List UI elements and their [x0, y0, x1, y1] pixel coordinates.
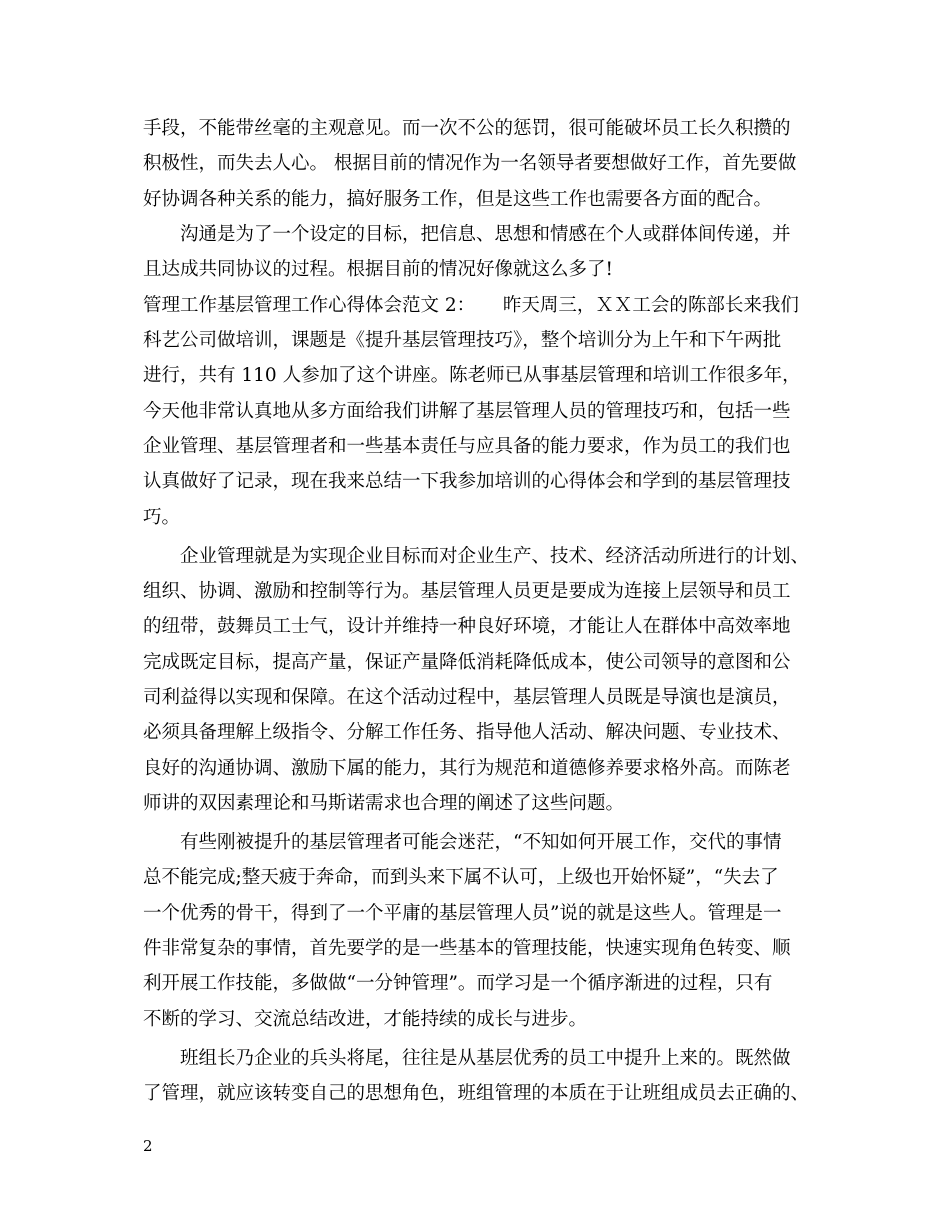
text-line: 必须具备理解上级指令、分解工作任务、指导他人活动、解决问题、专业技术、	[143, 722, 791, 743]
text-line: 的纽带，鼓舞员工士气，设计并维持一种良好环境，才能让人在群体中高效率地	[143, 616, 791, 637]
text-line: 好协调各种关系的能力，搞好服务工作，但是这些工作也需要各方面的配合。	[143, 189, 773, 210]
text-line: 进行，共有 110 人参加了这个讲座。陈老师已从事基层管理和培训工作很多年，	[143, 365, 801, 386]
text-line: 不断的学习、交流总结改进，才能持续的成长与进步。	[143, 1009, 588, 1030]
text-line: 司利益得以实现和保障。在这个活动过程中，基层管理人员既是导演也是演员，	[143, 687, 791, 708]
text-line: 有些刚被提升的基层管理者可能会迷茫，“不知如何开展工作，交代的事情	[143, 832, 782, 853]
text-line: 今天他非常认真地从多方面给我们讲解了基层管理人员的管理技巧和，包括一些	[143, 401, 791, 422]
text-line: 良好的沟通协调、激励下属的能力，其行为规范和道德修养要求格外高。而陈老	[143, 758, 791, 779]
page-number: 2	[143, 1137, 153, 1155]
text-line: 企业管理、基层管理者和一些基本责任与应具备的能力要求，作为员工的我们也	[143, 436, 791, 457]
text-line: 完成既定目标，提高产量，保证产量降低消耗降低成本，使公司领导的意图和公	[143, 652, 791, 673]
text-line: 师讲的双因素理论和马斯诺需求也合理的阐述了这些问题。	[143, 793, 625, 814]
text-line: 认真做好了记录，现在我来总结一下我参加培训的心得体会和学到的基层管理技	[143, 471, 791, 492]
text-line: 一个优秀的骨干，得到了一个平庸的基层管理人员”说的就是这些人。管理是一	[143, 903, 782, 924]
text-line: 利开展工作技能，多做做“一分钟管理”。而学习是一个循序渐进的过程，只有	[143, 973, 773, 994]
text-line: 组织、协调、激励和控制等行为。基层管理人员更是要成为连接上层领导和员工	[143, 581, 791, 602]
text-line: 班组长乃企业的兵头将尾，往往是从基层优秀的员工中提升上来的。既然做	[143, 1048, 791, 1069]
section-heading-line: 管理工作基层管理工作心得体会范文 2： 昨天周三，ＸＸ工会的陈部长来我们	[143, 295, 799, 316]
text-line: 科艺公司做培训，课题是《提升基层管理技巧》，整个培训分为上午和下午两批	[143, 330, 782, 351]
text-line: 沟通是为了一个设定的目标，把信息、思想和情感在个人或群体间传递，并	[143, 224, 791, 245]
text-line: 了管理，就应该转变自己的思想角色，班组管理的本质在于让班组成员去正确的、	[143, 1083, 810, 1104]
text-line: 巧。	[143, 507, 181, 528]
text-line: 总不能完成;整天疲于奔命，而到头来下属不认可，上级也开始怀疑”，“失去了	[143, 867, 779, 888]
text-line: 件非常复杂的事情，首先要学的是一些基本的管理技能，快速实现角色转变、顺	[143, 938, 791, 959]
text-line: 企业管理就是为实现企业目标而对企业生产、技术、经济活动所进行的计划、	[143, 546, 810, 567]
text-line: 且达成共同协议的过程。根据目前的情况好像就这么多了!	[143, 259, 613, 280]
text-line: 积极性，而失去人心。 根据目前的情况作为一名领导者要想做好工作，首先要做	[143, 153, 797, 174]
text-line: 手段，不能带丝毫的主观意见。而一次不公的惩罚，很可能破坏员工长久积攒的	[143, 118, 791, 139]
